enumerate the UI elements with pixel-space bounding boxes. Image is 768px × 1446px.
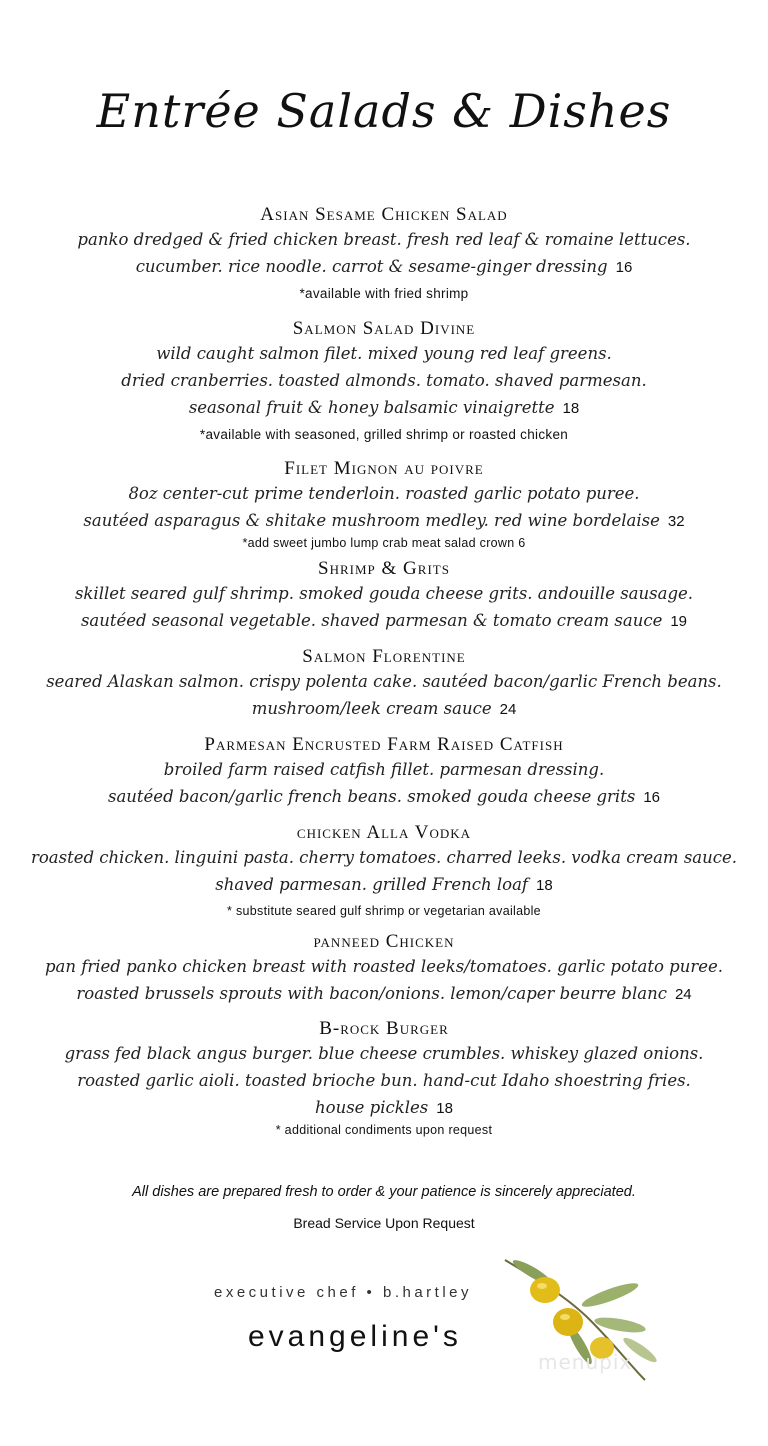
dish-note: *add sweet jumbo lump crab meat salad crown 6: [242, 536, 526, 550]
dish-price: 24: [499, 701, 517, 718]
dish-item: [0, 204, 768, 304]
dish-price: 32: [667, 513, 685, 530]
dish-price: 16: [615, 259, 633, 276]
dish-name: Shrimp & Grits: [318, 558, 450, 579]
dish-description: roasted chicken. linguini pasta. cherry tomatoes. charred leeks. vodka cream sauce.: [30, 848, 738, 867]
dish-name: Filet Mignon au poivre: [284, 458, 484, 479]
dish-item: [0, 931, 768, 1008]
dish-description: panko dredged & fried chicken breast. fresh red leaf & romaine lettuces.: [77, 230, 691, 249]
patience-note: All dishes are prepared fresh to order & your patience is sincerely appreciated.: [132, 1184, 636, 1200]
dish-description: sautéed asparagus & shitake mushroom medley. red wine bordelaise 32: [83, 511, 685, 530]
dish-description: sautéed bacon/garlic french beans. smoked gouda cheese grits 16: [107, 787, 660, 806]
dish-description: wild caught salmon filet. mixed young red leaf greens.: [156, 344, 612, 363]
dish-description: broiled farm raised catfish fillet. parmesan dressing.: [163, 760, 605, 779]
dish-description: roasted garlic aioli. toasted brioche bun. hand-cut Idaho shoestring fries.: [77, 1071, 691, 1090]
dish-description: roasted brussels sprouts with bacon/onions. lemon/caper beurre blanc 24: [76, 984, 692, 1003]
executive-chef-credit: executive chef • b.hartley: [214, 1284, 473, 1301]
watermark: menupix: [538, 1350, 633, 1374]
dish-note: * additional condiments upon request: [275, 1123, 493, 1137]
dish-note: * substitute seared gulf shrimp or vegetarian available: [227, 904, 541, 918]
dish-description: cucumber. rice noodle. carrot & sesame-ginger dressing 16: [135, 257, 633, 276]
dish-name: Parmesan Encrusted Farm Raised Catfish: [204, 734, 564, 755]
dish-price: 19: [670, 613, 688, 630]
dish-name: chicken Alla Vodka: [296, 822, 472, 843]
dish-description: sautéed seasonal vegetable. shaved parmesan & tomato cream sauce 19: [80, 611, 688, 630]
dish-item: [0, 646, 768, 723]
dish-description: pan fried panko chicken breast with roasted leeks/tomatoes. garlic potato puree.: [44, 957, 724, 976]
dish-note: *available with seasoned, grilled shrimp or roasted chicken: [199, 427, 569, 442]
dish-item: [0, 458, 768, 551]
dish-description: house pickles 18: [315, 1098, 453, 1117]
dish-item: [0, 822, 768, 919]
dish-price: 16: [643, 789, 660, 806]
restaurant-brand: evangeline's: [248, 1320, 462, 1353]
dish-description: seasonal fruit & honey balsamic vinaigrette 18: [188, 398, 580, 417]
dish-name: B-rock Burger: [319, 1018, 449, 1039]
dish-price: 24: [674, 986, 692, 1003]
dish-name: Asian Sesame Chicken Salad: [260, 204, 508, 225]
dish-description: dried cranberries. toasted almonds. tomato. shaved parmesan.: [121, 371, 647, 390]
dish-description: seared Alaskan salmon. crispy polenta cake. sautéed bacon/garlic French beans.: [46, 672, 722, 691]
dish-description: skillet seared gulf shrimp. smoked gouda cheese grits. andouille sausage.: [74, 584, 694, 603]
dish-price: 18: [436, 1100, 453, 1117]
dish-item: [0, 1018, 768, 1138]
dish-price: 18: [562, 400, 580, 417]
dish-item: [0, 318, 768, 445]
dish-description: grass fed black angus burger. blue cheese crumbles. whiskey glazed onions.: [64, 1044, 704, 1063]
dish-price: 18: [536, 877, 553, 894]
dish-name: Salmon Salad Divine: [292, 318, 476, 339]
dish-name: panneed Chicken: [313, 931, 455, 952]
dish-description: shaved parmesan. grilled French loaf 18: [215, 875, 553, 894]
bread-service-note: Bread Service Upon Request: [293, 1215, 475, 1231]
dish-description: 8oz center-cut prime tenderloin. roasted garlic potato puree.: [128, 484, 640, 503]
dish-description: mushroom/leek cream sauce 24: [251, 699, 517, 718]
page-title: Entrée Salads & Dishes: [96, 84, 672, 138]
dish-item: [0, 558, 768, 635]
dish-item: [0, 734, 768, 811]
dish-note: *available with fried shrimp: [299, 286, 469, 301]
dish-name: Salmon Florentine: [302, 646, 466, 667]
